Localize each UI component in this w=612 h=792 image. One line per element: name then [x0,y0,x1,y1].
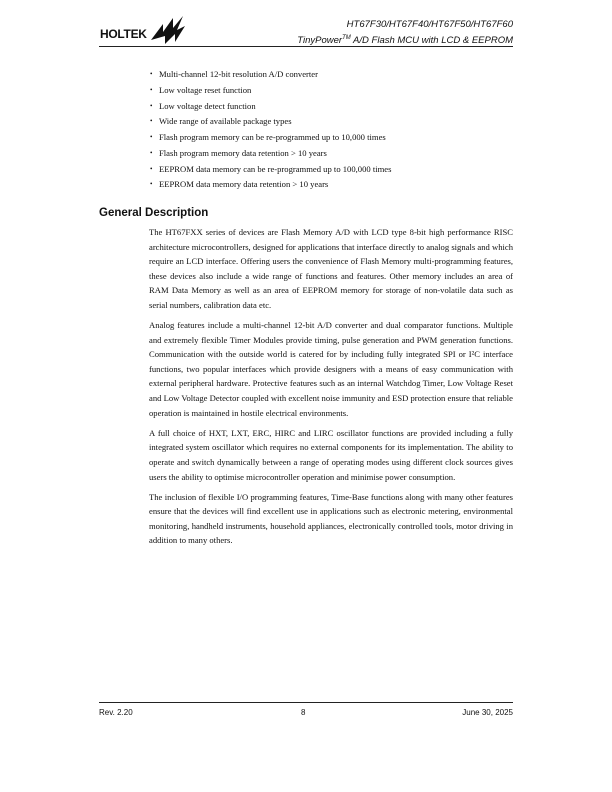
title-brand: TinyPower [297,34,343,46]
logo-text: HOLTEK [100,27,147,41]
list-item: • Flash program memory data retention > 10 years [150,147,391,163]
page-number: 8 [301,708,306,717]
document-title [297,19,513,47]
list-item: • EEPROM data memory can be re-programmed up to 100,000 times [150,163,391,179]
title-line-2 [297,32,513,48]
paragraph: Analog features include a multi-channel 12-bit A/D converter and dual comparator functions. Multiple and extremely flexible Timer Modules provide timing, pulse generation and PWM generation functions. Communication with the outside world is catered for by including fully integrated SPI or I²C interface functions, two popular interfaces which provide designers with a means of easy communication with external peripheral hardware. Protective features such as an internal Watchdog Timer, Low Voltage Reset and Low Voltage Detector coupled with excellent noise immunity and ESD protection ensure that reliable operation is maintained in hostile electrical environments. [149,320,513,418]
list-item: • Flash program memory can be re-programmed up to 10,000 times [150,131,391,147]
revision: Rev. 2.20 [99,708,133,717]
trademark: TM [342,34,351,41]
logo-mark-icon [149,16,189,44]
list-item: • Multi-channel 12-bit resolution A/D converter [150,68,391,84]
feature-list [150,68,391,194]
holtek-logo [99,16,191,44]
page-header [99,14,513,47]
section-body [149,225,513,553]
list-item: • Wide range of available package types [150,115,391,131]
list-item: • Low voltage detect function [150,100,391,116]
paragraph: A full choice of HXT, LXT, ERC, HIRC and LIRC oscillator functions are provided including a fully integrated system oscillator which requires no external components for its implementation. The ability to operate and switch dynamically between a range of operating modes using different clock sources gives users the ability to optimise microcontroller operation and minimise power consumption. [149,427,513,482]
list-item: • Low voltage reset function [150,84,391,100]
paragraph: The HT67FXX series of devices are Flash Memory A/D with LCD type 8-bit high performance RISC architecture microcontrollers, designed for applications that interface directly to analog signals and which require an LCD interface. Offering users the convenience of Flash Memory multi-programming features, these devices also include a wide range of functions and features. Other memory includes an area of RAM Data Memory as well as an area of EEPROM memory for storage of non-volatile data such as serial numbers, calibration data etc. [149,227,513,310]
page-footer [99,702,513,717]
date: June 30, 2025 [462,708,513,717]
title-rest: A/D Flash MCU with LCD & EEPROM [350,34,513,46]
section-heading: General Description [99,207,209,219]
list-item: • EEPROM data memory data retention > 10 years [150,178,391,194]
paragraph: The inclusion of flexible I/O programming features, Time-Base functions along with many other features ensure that the devices will find excellent use in applications such as electronic metering, environmental monitoring, handheld instruments, household appliances, electronically controlled tools, motor driving in addition to many others. [149,491,513,546]
title-line-1: HT67F30/HT67F40/HT67F50/HT67F60 [346,19,513,30]
